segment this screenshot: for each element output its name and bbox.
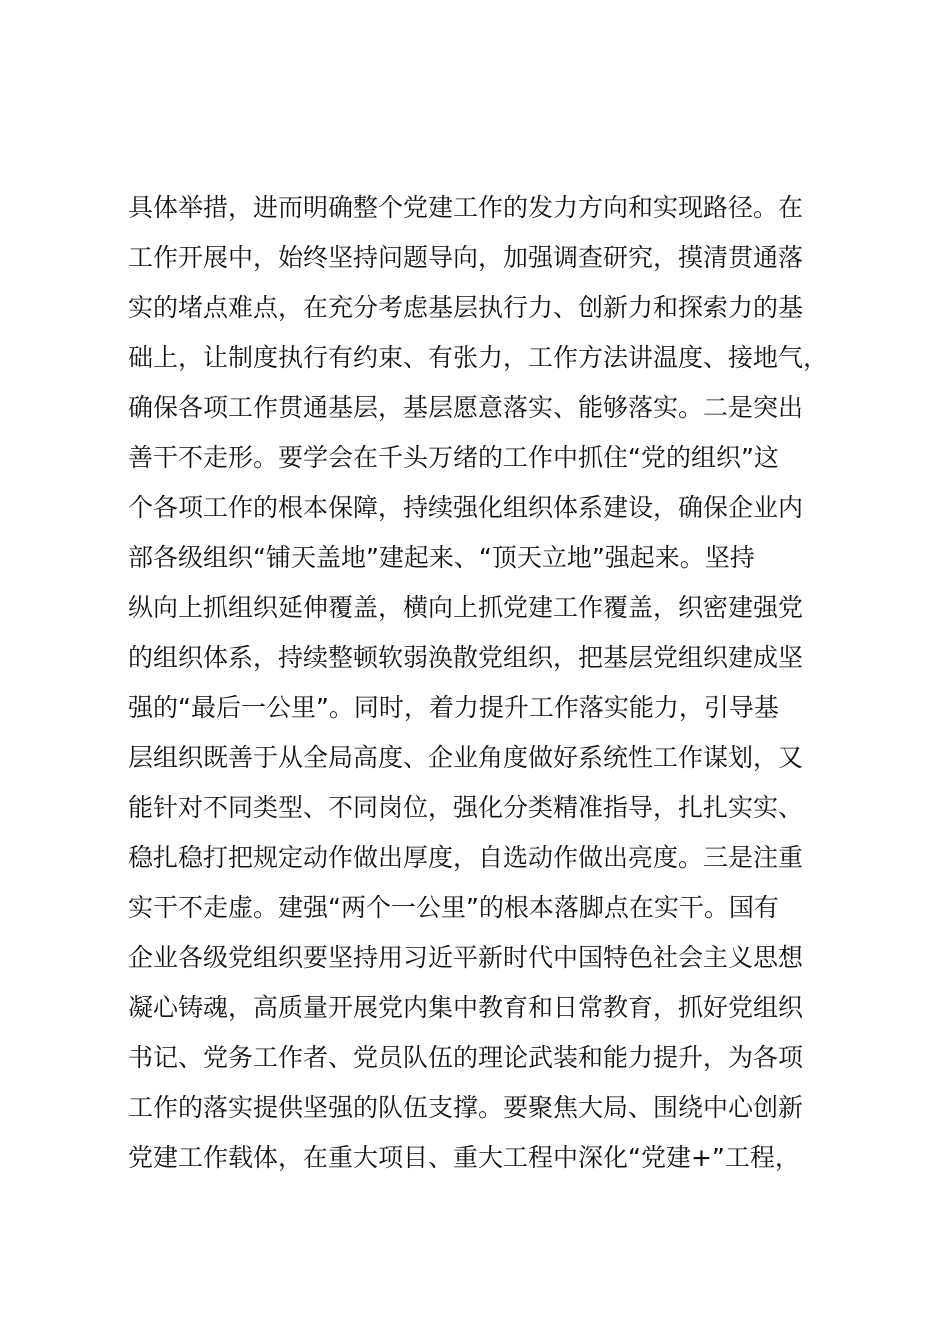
text-line: 强的“最后一公里”。同时，着力提升工作落实能力，引导基 (128, 693, 779, 722)
text-line: 工作开展中，始终坚持问题导向，加强调查研究，摸清贯通落 (128, 243, 804, 272)
text-line: 的组织体系，持续整顿软弱涣散党组织，把基层党组织建成坚 (128, 643, 804, 672)
text-line: 实的堵点难点，在充分考虑基层执行力、创新力和探索力的基 (128, 293, 804, 322)
text-line: 党建工作载体，在重大项目、重大工程中深化“党建+”工程， (128, 1143, 800, 1172)
text-line: 工作的落实提供坚强的队伍支撑。要聚焦大局、围绕中心创新 (128, 1093, 804, 1122)
text-line: 凝心铸魂，高质量开展党内集中教育和日常教育，抓好党组织 (128, 993, 804, 1022)
text-line: 书记、党务工作者、党员队伍的理论武装和能力提升，为各项 (128, 1043, 804, 1072)
text-line: 善干不走形。要学会在千头万绪的工作中抓住“党的组织”这 (128, 443, 779, 472)
text-line: 具体举措，进而明确整个党建工作的发力方向和实现路径。在 (128, 193, 804, 222)
text-line: 础上，让制度执行有约束、有张力，工作方法讲温度、接地气， (128, 343, 829, 372)
text-line: 个各项工作的根本保障，持续强化组织体系建设，确保企业内 (128, 493, 804, 522)
text-line: 稳扎稳打把规定动作做出厚度，自选动作做出亮度。三是注重 (128, 843, 804, 872)
text-line: 纵向上抓组织延伸覆盖，横向上抓党建工作覆盖，织密建强党 (128, 593, 804, 622)
text-line: 部各级组织“铺天盖地”建起来、“顶天立地”强起来。坚持 (128, 543, 755, 572)
text-line: 确保各项工作贯通基层，基层愿意落实、能够落实。二是突出 (128, 393, 804, 422)
text-line: 实干不走虚。建强“两个一公里”的根本落脚点在实干。国有 (128, 893, 779, 922)
text-line: 能针对不同类型、不同岗位，强化分类精准指导，扎扎实实、 (128, 793, 804, 822)
text-line: 层组织既善于从全局高度、企业角度做好系统性工作谋划，又 (128, 743, 804, 772)
text-line: 企业各级党组织要坚持用习近平新时代中国特色社会主义思想 (128, 943, 804, 972)
body-paragraph (128, 183, 848, 1183)
